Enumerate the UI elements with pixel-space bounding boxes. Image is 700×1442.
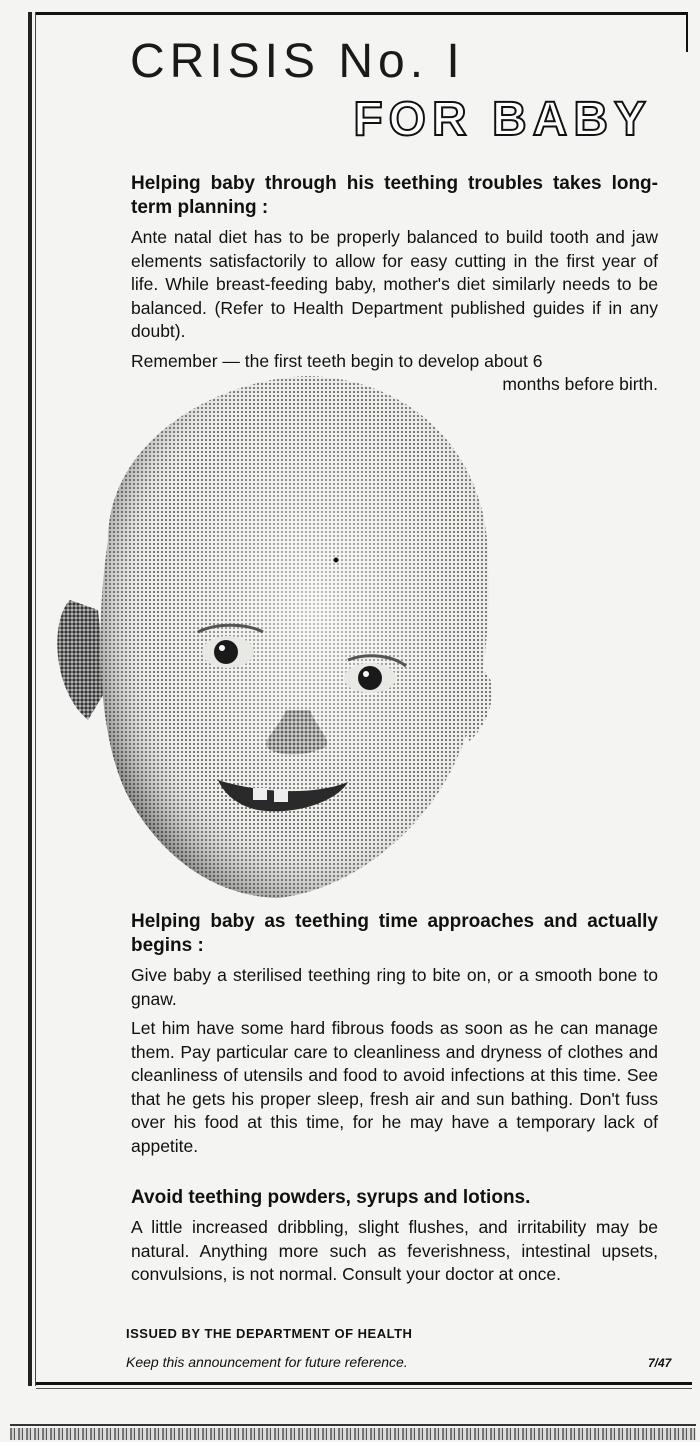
- section-teething-begins-heading: Helping baby as teething time approaches and actually begins :: [131, 911, 658, 956]
- left-border-rule: [28, 12, 32, 1386]
- baby-face-photo: [48, 370, 500, 902]
- bottom-border-rule: [36, 1382, 692, 1385]
- bottom-border-rule-thin: [36, 1388, 692, 1389]
- avoid-powders-paragraph: A little increased dribbling, slight flushes, and irritability may be natural. Anything more such as feverishness, intestinal upsets, convulsions, is not normal. Consult your doctor at once.: [131, 1217, 658, 1284]
- section-planning: [131, 172, 658, 397]
- fibrous-foods-paragraph: Let him have some hard fibrous foods as soon as he can manage them. Pay particular care to cleanliness and dryness of clothes and cleanliness of utensils and food to avoid infections at this time. See that he gets his proper sleep, fresh air and sun bathing. Don't fuss over his food at this time, for he may have a temporary lack of appetite.: [131, 1018, 658, 1156]
- issued-by-line: ISSUED BY THE DEPARTMENT OF HEALTH: [126, 1326, 413, 1341]
- section-planning-heading: Helping baby through his teething troubles takes long-term planning :: [131, 173, 658, 218]
- title-line-1: CRISIS No. I: [130, 35, 465, 88]
- remember-line: Remember — the first teeth begin to develop about 6: [131, 350, 543, 371]
- section-planning-paragraph: Ante natal diet has to be properly balanced to build tooth and jaw elements satisfactorily to allow for easy cutting in the first year of life. While breast-feeding baby, mother's diet similarly needs to be balanced. (Refer to Health Department published guides if in any doubt).: [131, 227, 658, 341]
- section-avoid-powders: [131, 1186, 658, 1287]
- left-inner-border-rule: [35, 12, 36, 1386]
- top-border-rule: [36, 12, 686, 15]
- top-right-border-rule: [686, 12, 688, 52]
- title-line-2: FOR BABY: [353, 93, 652, 146]
- teething-ring-paragraph: Give baby a sterilised teething ring to bite on, or a smooth bone to gnaw.: [131, 965, 658, 1009]
- issue-code: 7/47: [648, 1356, 672, 1370]
- page-bottom-rule: [10, 1424, 696, 1426]
- section-avoid-powders-heading: Avoid teething powders, syrups and lotions.: [131, 1187, 531, 1208]
- remember-line-end: months before birth.: [502, 374, 658, 394]
- section-teething-begins: [131, 910, 658, 1158]
- keep-announcement-line: Keep this announcement for future reference.: [126, 1354, 408, 1370]
- page-bottom-texture-strip: [10, 1428, 696, 1440]
